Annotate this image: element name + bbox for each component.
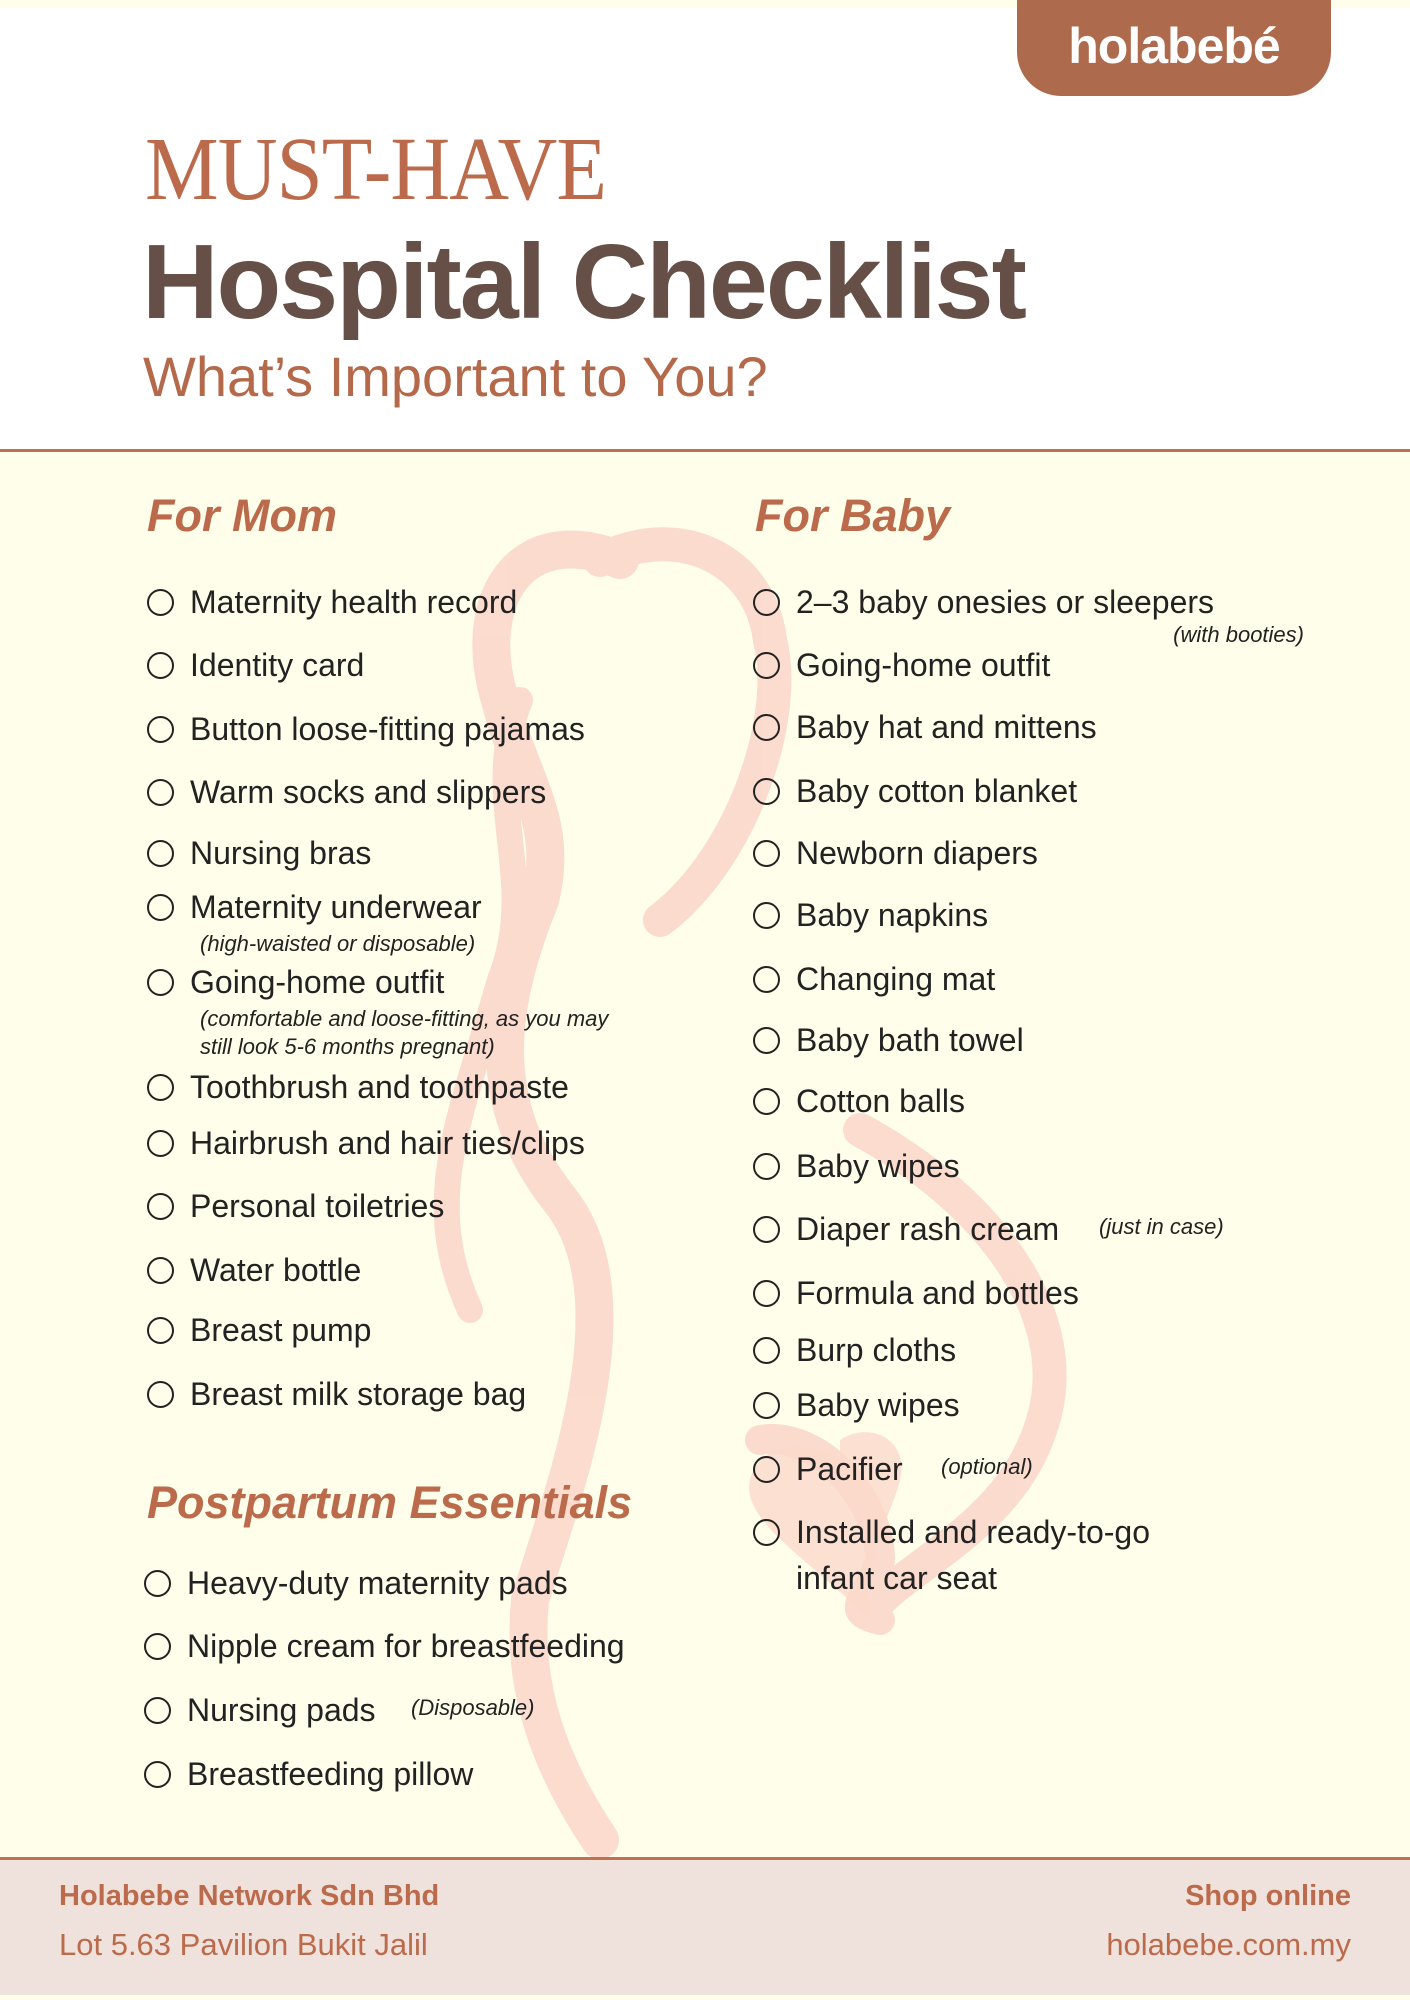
- item-label: Toothbrush and toothpaste: [190, 1068, 569, 1105]
- item-label: Button loose-fitting pajamas: [190, 710, 585, 747]
- checkbox-circle-icon[interactable]: [147, 1381, 174, 1408]
- checkbox-circle-icon[interactable]: [147, 589, 174, 616]
- item-label: Maternity underwear: [190, 888, 482, 925]
- checklist-item[interactable]: [144, 1690, 376, 1730]
- item-note: (just in case): [1099, 1214, 1224, 1239]
- checkbox-circle-icon[interactable]: [753, 1153, 780, 1180]
- item-label: Nursing bras: [190, 834, 372, 871]
- item-label: Breast pump: [190, 1311, 372, 1348]
- checkbox-circle-icon[interactable]: [147, 1193, 174, 1220]
- item-label: Warm socks and slippers: [190, 773, 547, 810]
- item-label: Baby cotton blanket: [796, 772, 1078, 809]
- item-label: Baby wipes: [796, 1147, 960, 1184]
- item-label: Cotton balls: [796, 1082, 965, 1119]
- checkbox-circle-icon[interactable]: [144, 1633, 171, 1660]
- checklist-item[interactable]: [753, 833, 1038, 873]
- checklist-item[interactable]: [753, 1449, 903, 1489]
- checkbox-circle-icon[interactable]: [753, 1216, 780, 1243]
- checkbox-circle-icon[interactable]: [753, 652, 780, 679]
- checkbox-circle-icon[interactable]: [753, 1088, 780, 1115]
- item-label: Nursing pads: [187, 1691, 376, 1728]
- item-label: 2–3 baby onesies or sleepers: [796, 583, 1215, 620]
- checklist-item[interactable]: [753, 582, 1214, 622]
- checkbox-circle-icon[interactable]: [147, 1317, 174, 1344]
- checkbox-circle-icon[interactable]: [753, 1280, 780, 1307]
- item-label: Pacifier: [796, 1450, 903, 1487]
- checkbox-circle-icon[interactable]: [753, 714, 780, 741]
- item-label: Breastfeeding pillow: [187, 1755, 474, 1792]
- checklist-item[interactable]: [753, 645, 1050, 685]
- item-label: Baby hat and mittens: [796, 708, 1097, 745]
- checkbox-circle-icon[interactable]: [753, 1456, 780, 1483]
- checklist-item[interactable]: [144, 1563, 568, 1603]
- checkbox-circle-icon[interactable]: [753, 902, 780, 929]
- item-label: Water bottle: [190, 1251, 362, 1288]
- checklist-item[interactable]: [753, 1512, 1150, 1552]
- kicker-title: MUST-HAVE: [145, 120, 607, 219]
- item-label: Formula and bottles: [796, 1274, 1079, 1311]
- checklist-item[interactable]: [753, 1081, 965, 1121]
- item-label: Nipple cream for breastfeeding: [187, 1627, 625, 1664]
- item-label: Changing mat: [796, 960, 996, 997]
- checklist-item[interactable]: [147, 645, 364, 685]
- company-address: Lot 5.63 Pavilion Bukit Jalil: [59, 1927, 428, 1962]
- checkbox-circle-icon[interactable]: [753, 1027, 780, 1054]
- checkbox-circle-icon[interactable]: [144, 1570, 171, 1597]
- website-link[interactable]: holabebe.com.my: [1106, 1927, 1351, 1962]
- checkbox-circle-icon[interactable]: [147, 969, 174, 996]
- item-note: (high-waisted or disposable): [200, 931, 476, 956]
- shop-online-label: Shop online: [1185, 1880, 1351, 1912]
- item-note: (comfortable and loose-fitting, as you may: [200, 1006, 609, 1031]
- checklist-item[interactable]: [753, 1020, 1024, 1060]
- item-label: Baby wipes: [796, 1386, 960, 1423]
- item-label: Going-home outfit: [796, 646, 1051, 683]
- checkbox-circle-icon[interactable]: [147, 1130, 174, 1157]
- item-label: Baby napkins: [796, 896, 989, 933]
- page-title: Hospital Checklist: [142, 223, 1025, 341]
- item-label: Newborn diapers: [796, 834, 1038, 871]
- checklist-item[interactable]: [147, 1123, 585, 1163]
- checkbox-circle-icon[interactable]: [147, 779, 174, 806]
- checkbox-circle-icon[interactable]: [753, 1392, 780, 1419]
- checkbox-circle-icon[interactable]: [147, 652, 174, 679]
- section-heading: For Baby: [755, 490, 951, 541]
- checklist-item[interactable]: [753, 1330, 956, 1370]
- checklist-item[interactable]: [753, 707, 1097, 747]
- checklist-item[interactable]: [147, 1310, 371, 1350]
- section-heading: Postpartum Essentials: [147, 1477, 633, 1528]
- checklist-item[interactable]: [753, 771, 1077, 811]
- checklist-item[interactable]: [753, 959, 995, 999]
- item-label: Installed and ready-to-go: [796, 1513, 1150, 1550]
- checklist-item[interactable]: [147, 1186, 444, 1226]
- checkbox-circle-icon[interactable]: [753, 589, 780, 616]
- checklist-item[interactable]: [147, 1067, 569, 1107]
- item-label: Diaper rash cream: [796, 1210, 1060, 1247]
- checkbox-circle-icon[interactable]: [753, 966, 780, 993]
- checklist-item[interactable]: [147, 582, 517, 622]
- item-label-continued: infant car seat: [796, 1560, 997, 1596]
- item-label: Breast milk storage bag: [190, 1375, 527, 1412]
- section-heading: For Mom: [147, 490, 337, 541]
- checklist-item[interactable]: [147, 1250, 361, 1290]
- checkbox-circle-icon[interactable]: [144, 1697, 171, 1724]
- checklist-item[interactable]: [147, 887, 482, 927]
- checkbox-circle-icon[interactable]: [147, 894, 174, 921]
- company-name: Holabebe Network Sdn Bhd: [59, 1880, 440, 1912]
- checkbox-circle-icon[interactable]: [753, 1337, 780, 1364]
- checkbox-circle-icon[interactable]: [147, 1257, 174, 1284]
- checklist-item[interactable]: [753, 1273, 1079, 1313]
- checkbox-circle-icon[interactable]: [147, 840, 174, 867]
- item-note: still look 5-6 months pregnant): [200, 1034, 495, 1059]
- checkbox-circle-icon[interactable]: [144, 1761, 171, 1788]
- checkbox-circle-icon[interactable]: [753, 778, 780, 805]
- page-subtitle: What’s Important to You?: [143, 345, 768, 408]
- item-note: (with booties): [1173, 622, 1304, 647]
- checklist-item[interactable]: [147, 772, 546, 812]
- holabebe-logo[interactable]: holabebé: [1017, 0, 1331, 96]
- item-label: Burp cloths: [796, 1331, 957, 1368]
- checklist-item[interactable]: [147, 833, 371, 873]
- checklist-item[interactable]: [753, 1146, 960, 1186]
- item-label: Going-home outfit: [190, 963, 445, 1000]
- checklist-item[interactable]: [147, 962, 444, 1002]
- checklist-item[interactable]: [147, 709, 585, 749]
- checklist-item[interactable]: [753, 1209, 1059, 1249]
- checkbox-circle-icon[interactable]: [147, 716, 174, 743]
- item-label: Personal toiletries: [190, 1187, 445, 1224]
- item-label: Baby bath towel: [796, 1021, 1024, 1058]
- checklist-item[interactable]: [144, 1626, 625, 1666]
- checklist-item[interactable]: [147, 1374, 526, 1414]
- checklist-item[interactable]: [753, 895, 988, 935]
- checkbox-circle-icon[interactable]: [147, 1074, 174, 1101]
- checkbox-circle-icon[interactable]: [753, 840, 780, 867]
- item-note: (optional): [941, 1454, 1033, 1479]
- checklist-item[interactable]: [753, 1385, 960, 1425]
- checkbox-circle-icon[interactable]: [753, 1519, 780, 1546]
- footer: [0, 1860, 1410, 1995]
- item-label: Maternity health record: [190, 583, 518, 620]
- item-label: Hairbrush and hair ties/clips: [190, 1124, 585, 1161]
- checklist-item[interactable]: [144, 1754, 473, 1794]
- item-label: Identity card: [190, 646, 365, 683]
- item-label: Heavy-duty maternity pads: [187, 1564, 568, 1601]
- item-note: (Disposable): [411, 1695, 535, 1720]
